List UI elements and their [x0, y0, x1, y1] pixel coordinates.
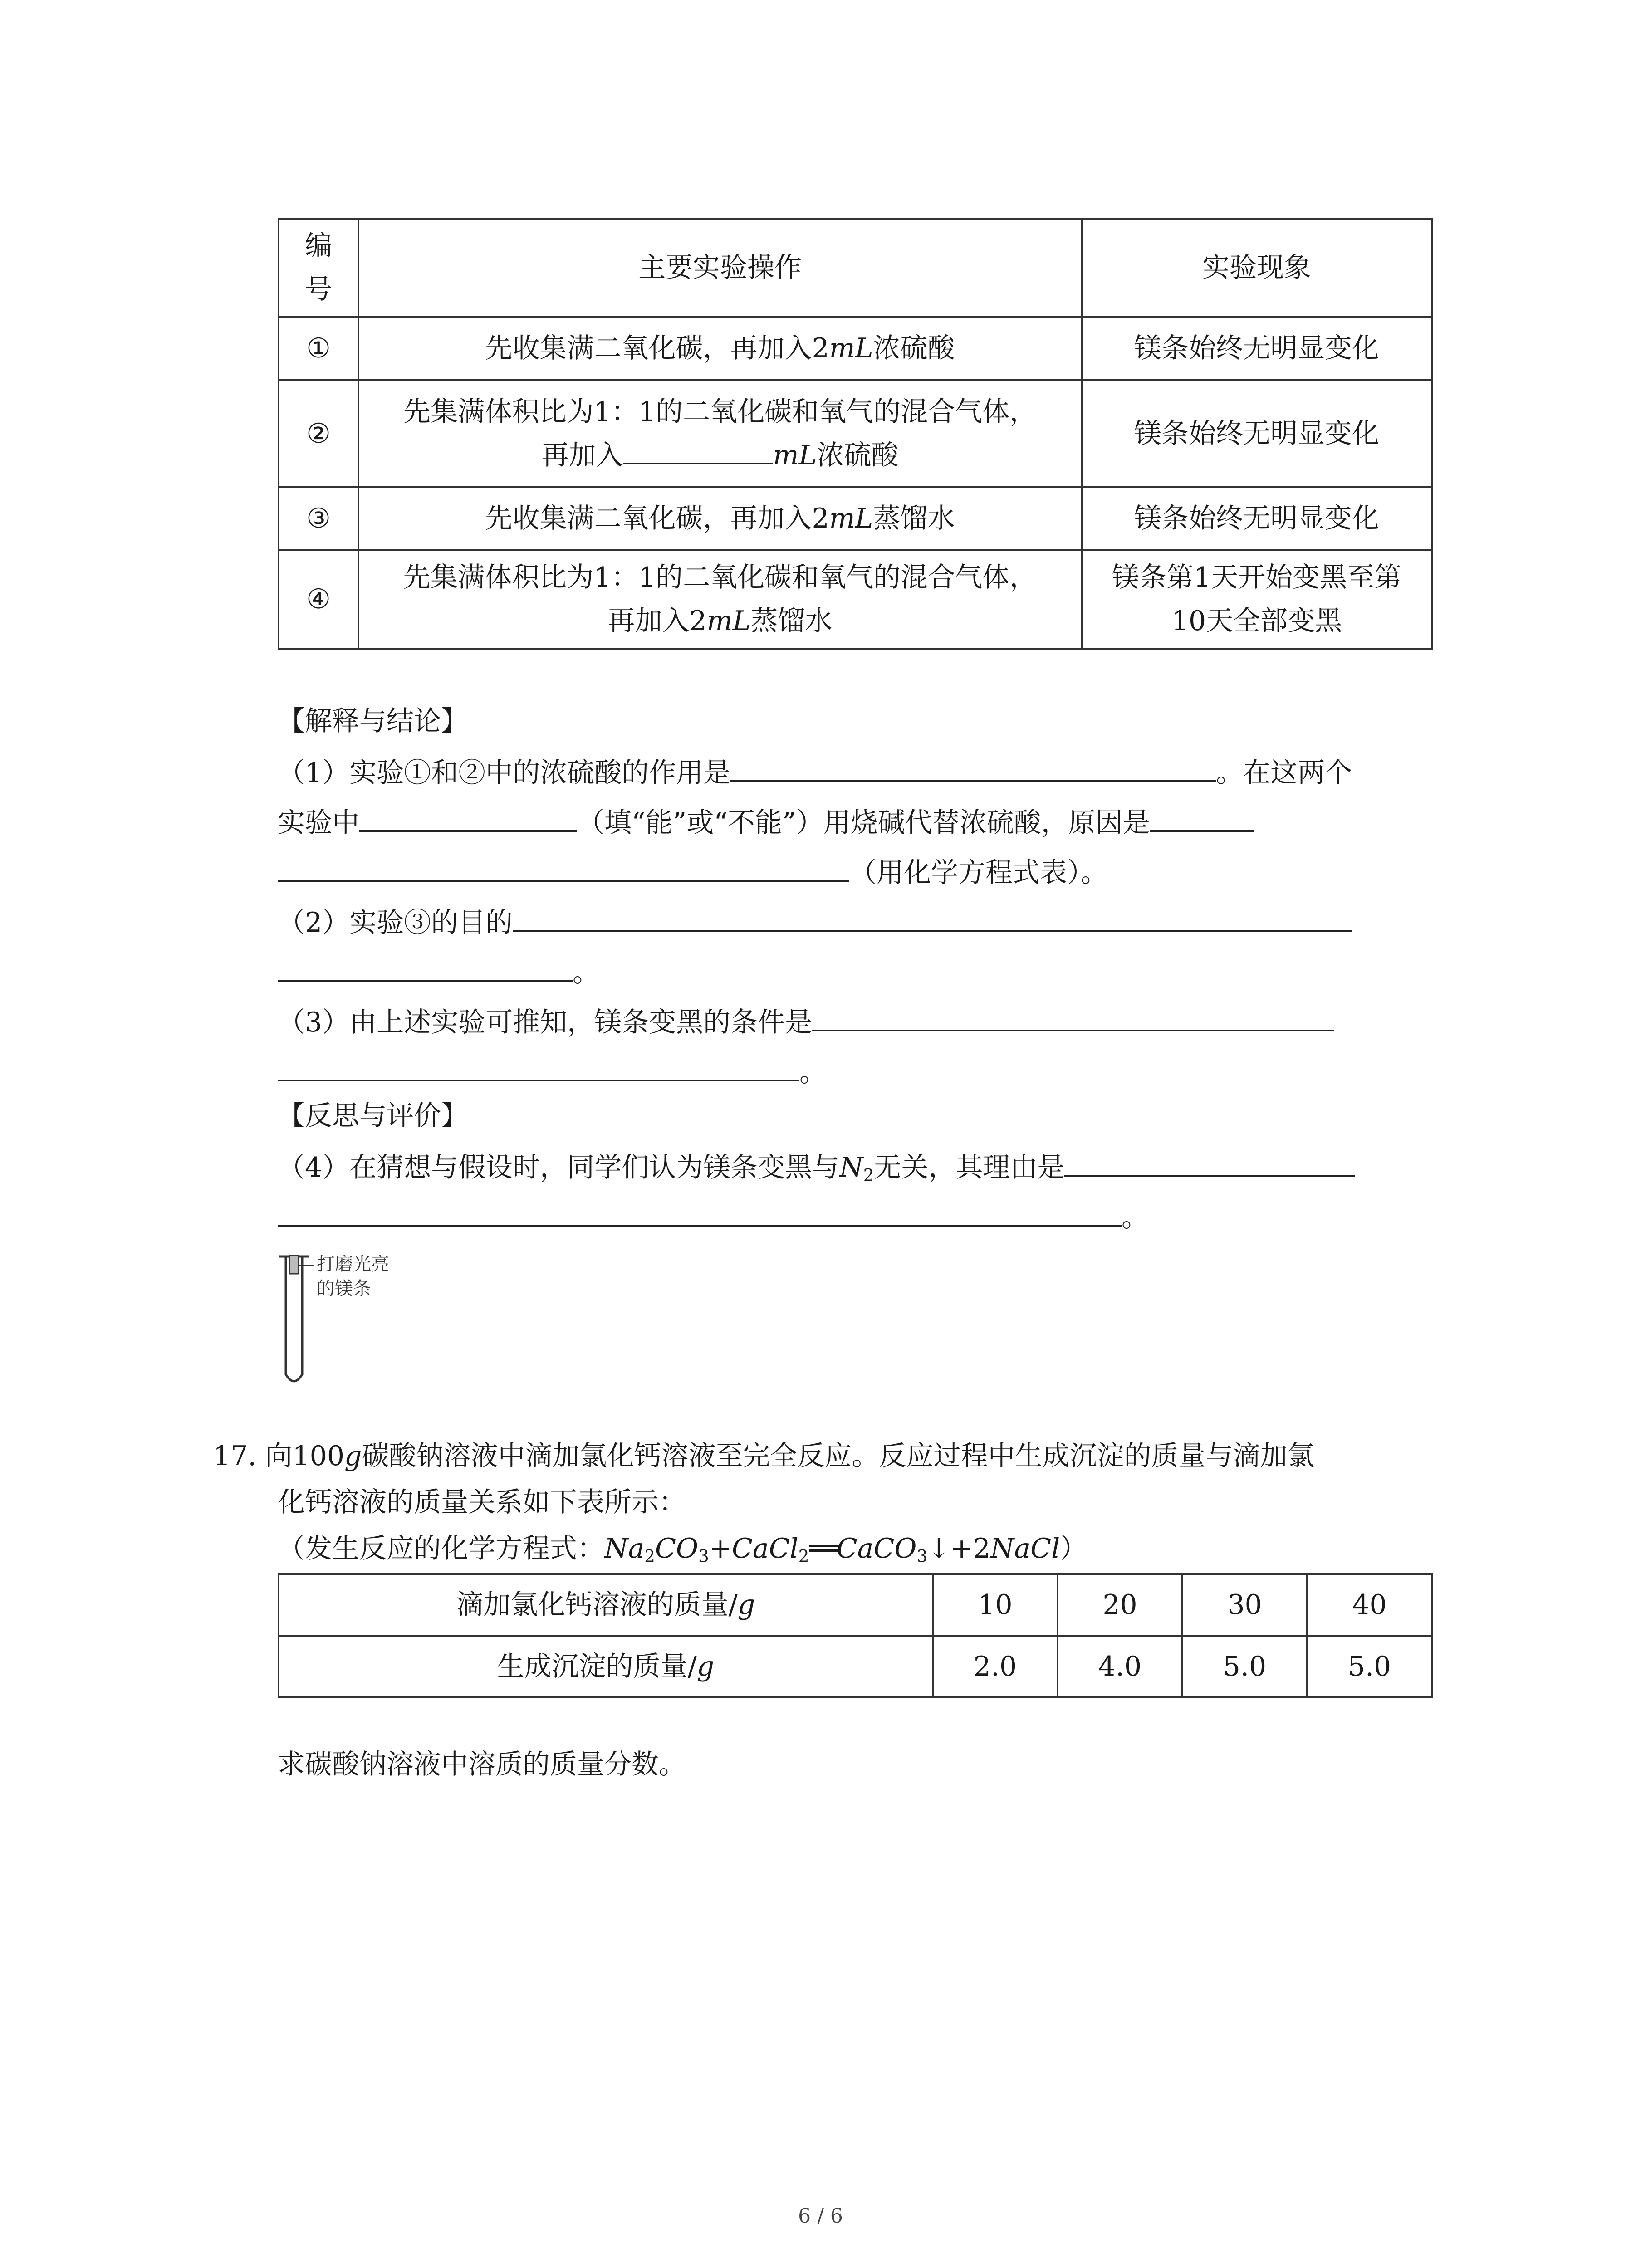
final-question: 求碳酸钠溶液中溶质的质量分数。: [278, 1749, 686, 1780]
test-tube-figure: [278, 1247, 468, 1393]
answer-blank[interactable]: [812, 998, 1334, 1031]
header-operation: 主要实验操作: [358, 219, 1082, 317]
table-cell: 4.0: [1058, 1636, 1182, 1697]
row-operation: 先集满体积比为1：1的二氧化碳和氧气的混合气体， 再加入2mL蒸馏水: [358, 550, 1082, 649]
answer-blank[interactable]: [278, 948, 573, 982]
figure-label-line-1: 打磨光亮: [317, 1254, 389, 1275]
header-phenomenon: 实验现象: [1082, 219, 1432, 317]
answer-blank[interactable]: [278, 1193, 1122, 1227]
answer-blank[interactable]: [730, 748, 1216, 782]
table-cell: 5.0: [1182, 1636, 1307, 1697]
table-cell: 5.0: [1307, 1636, 1432, 1697]
answer-blank[interactable]: [623, 435, 773, 464]
experiment-table: [278, 218, 1433, 650]
row-label: 滴加氯化钙溶液的质量/g: [279, 1574, 933, 1636]
table-row: [279, 1574, 1432, 1636]
row-operation: 先集满体积比为1：1的二氧化碳和氧气的混合气体， 再加入 mL浓硫酸: [358, 380, 1082, 487]
question-1-line-1: （1）实验①和②中的浓硫酸的作用是 。在这两个: [278, 748, 1352, 796]
table-row: [279, 380, 1432, 487]
question-3-line-1: （3）由上述实验可推知，镁条变黑的条件是: [278, 998, 1334, 1045]
row-label: 生成沉淀的质量/g: [279, 1636, 933, 1697]
data-table: [278, 1573, 1433, 1698]
question-17-line-1: 17. 向100g碳酸钠溶液中滴加氯化钙溶液至完全反应。反应过程中生成沉淀的质量与滴加氯: [213, 1440, 1315, 1472]
test-tube-icon: [286, 1257, 302, 1381]
question-1-line-2: 实验中 （填“能”或“不能”）用烧碱代替浓硫酸，原因是: [278, 798, 1254, 846]
table-row: [279, 1636, 1432, 1697]
question-1-line-3: （用化学方程式表）。: [278, 848, 1108, 895]
row-operation: 先收集满二氧化碳，再加入2mL浓硫酸: [358, 317, 1082, 380]
row-phenomenon: 镁条始终无明显变化: [1082, 487, 1432, 550]
row-operation: 先收集满二氧化碳，再加入2mL蒸馏水: [358, 487, 1082, 550]
question-2-line-2: 。: [278, 948, 600, 995]
magnesium-strip-icon: [289, 1256, 299, 1274]
section-heading-conclusion: 【解释与结论】: [278, 705, 468, 737]
answer-blank[interactable]: [1150, 798, 1254, 832]
table-row: [279, 487, 1432, 550]
row-number: ②: [279, 380, 358, 487]
section-heading-reflection: 【反思与评价】: [278, 1100, 468, 1132]
table-cell: 20: [1058, 1574, 1182, 1636]
question-4-line-1: （4）在猜想与假设时，同学们认为镁条变黑与$N_2$无关，其理由是: [278, 1143, 1355, 1198]
row-phenomenon: 镁条第1天开始变黑至第 10天全部变黑: [1082, 550, 1432, 649]
answer-blank[interactable]: [513, 898, 1352, 932]
question-2-line-1: （2）实验③的目的: [278, 898, 1352, 945]
table-cell: 40: [1307, 1574, 1432, 1636]
answer-blank[interactable]: [1064, 1143, 1355, 1177]
figure-label-line-2: 的镁条: [317, 1278, 371, 1299]
row-number: ③: [279, 487, 358, 550]
table-header-row: [279, 219, 1432, 317]
row-phenomenon: 镁条始终无明显变化: [1082, 380, 1432, 487]
answer-blank[interactable]: [278, 1048, 799, 1081]
question-4-line-2: 。: [278, 1193, 1149, 1240]
question-17-equation: （发生反应的化学方程式：$Na_2CO_3+CaCl_2══CaCO_3↓+2NaCl$）: [278, 1533, 1087, 1566]
question-3-line-2: 。: [278, 1048, 827, 1095]
table-row: [279, 317, 1432, 380]
table-row: [279, 550, 1432, 649]
header-number: 编 号: [279, 219, 358, 317]
row-phenomenon: 镁条始终无明显变化: [1082, 317, 1432, 380]
row-number: ④: [279, 550, 358, 649]
table-cell: 30: [1182, 1574, 1307, 1636]
row-number: ①: [279, 317, 358, 380]
table-cell: 10: [933, 1574, 1058, 1636]
question-17-line-2: 化钙溶液的质量关系如下表所示：: [278, 1486, 686, 1518]
page-number: 6 / 6: [798, 2204, 843, 2228]
answer-blank[interactable]: [278, 848, 849, 882]
answer-blank[interactable]: [359, 798, 577, 832]
table-cell: 2.0: [933, 1636, 1058, 1697]
